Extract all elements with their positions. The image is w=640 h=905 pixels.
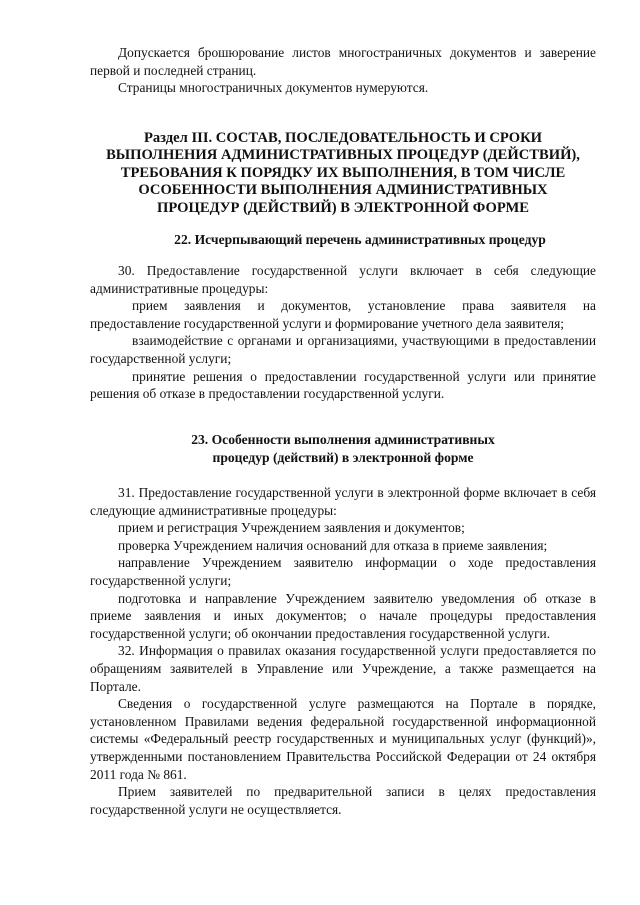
paragraph-portal-info: Сведения о государственной услуге размещаются на Портале в порядке, установленном Правилами ведения федеральной государственной информационной системы «Федеральный реестр государственных и муниципальных услуг (функций)», утвержденными постановлением Правительства Российской Федерации от 24 октября 2011 года № 861.: [90, 696, 596, 782]
intro-paragraph-2: Страницы многостраничных документов нумеруются.: [118, 80, 429, 96]
section-title: [84, 130, 602, 217]
paragraph-no-preregistration: Прием заявителей по предварительной записи в целях предоставления государственной услуги не осуществляется.: [90, 784, 596, 817]
section-title-line-3: ТРЕБОВАНИЯ К ПОРЯДКУ ИХ ВЫПОЛНЕНИЯ, В ТОМ ЧИСЛЕ: [120, 164, 566, 181]
list-item: принятие решения о предоставлении государственной услуги или принятие решения об отказе в предоставлении государственной услуги.: [90, 368, 596, 402]
section-title-line-5: ПРОЦЕДУР (ДЕЙСТВИЙ) В ЭЛЕКТРОННОЙ ФОРМЕ: [156, 199, 530, 216]
subsection-23-heading: [90, 431, 596, 466]
section-title-line-1: Раздел III. СОСТАВ, ПОСЛЕДОВАТЕЛЬНОСТЬ И СРОКИ: [143, 130, 543, 146]
list-item: подготовка и направление Учреждением заявителю уведомления об отказе в приеме заявления и иных документов; о начале процедуры предоставления государственной услуги; об окончании предоставления государственной услуги.: [90, 590, 596, 641]
paragraph-32: 32. Информация о правилах оказания государственной услуги предоставляется по обращениям заявителей в Управление или Учреждение, а также размещается на Портале.: [90, 643, 596, 694]
paragraph-31: 31. Предоставление государственной услуги в электронной форме включает в себя следующие административные процедуры:: [90, 485, 596, 518]
list-item: направление Учреждением заявителю информации о ходе предоставления государственной услуги;: [90, 555, 596, 588]
subsection-23-body: [90, 484, 596, 818]
section-title-line-4: ОСОБЕННОСТИ ВЫПОЛНЕНИЯ АДМИНИСТРАТИВНЫХ: [138, 182, 548, 199]
list-item: прием заявления и документов, установление права заявителя на предоставление государственной услуги и формирование учетного дела заявителя;: [90, 298, 596, 331]
list-item: прием и регистрация Учреждением заявления и документов;: [118, 520, 465, 536]
subsection-22-heading: [130, 231, 590, 249]
section-title-line-2: ВЫПОЛНЕНИЯ АДМИНИСТРАТИВНЫХ ПРОЦЕДУР (ДЕЙСТВИЙ),: [106, 147, 580, 164]
subsection-22-body: [90, 262, 596, 403]
list-item: проверка Учреждением наличия оснований для отказа в приеме заявления;: [118, 537, 548, 553]
intro-paragraph-1: Допускается брошюрование листов многостраничных документов и заверение первой и последней страниц.: [90, 45, 596, 78]
list-item: взаимодействие с органами и организациями, участвующими в предоставлении государственной услуги;: [90, 333, 596, 366]
subsection-23-heading-line-1: 23. Особенности выполнения административных: [191, 432, 495, 447]
paragraph-30: 30. Предоставление государственной услуги включает в себя следующие административные процедуры:: [90, 263, 596, 296]
subsection-22-heading-text: 22. Исчерпывающий перечень административных процедур: [174, 232, 546, 247]
subsection-23-heading-line-2: процедур (действий) в электронной форме: [212, 449, 474, 465]
intro-block: [90, 44, 596, 97]
